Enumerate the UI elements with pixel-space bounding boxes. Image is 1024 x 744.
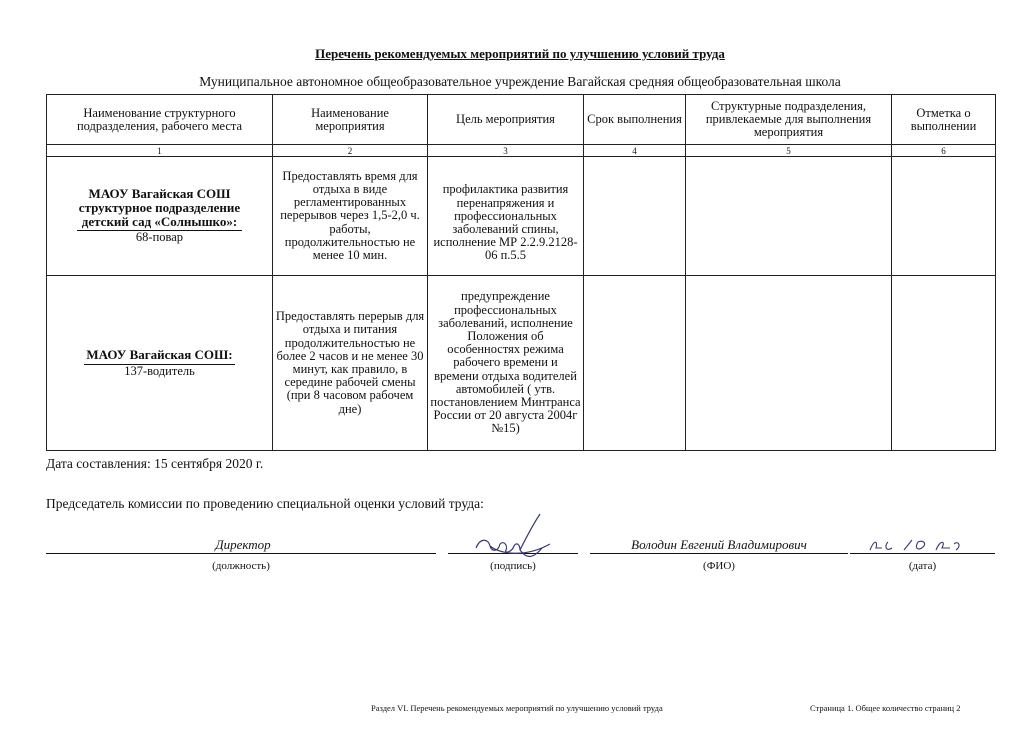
table-header-row (47, 95, 996, 145)
date-caption: (дата) (908, 560, 937, 572)
mark-cell (892, 157, 996, 276)
column-number: 1 (47, 145, 273, 157)
organization-name: Муниципальное автономное общеобразовательное учреждение Вагайская средняя общеобразовательная школа (199, 74, 841, 89)
measure-cell: Предоставлять время для отдыха в виде регламентированных перерывов через 1,5-2,0 ч. работы, продолжительностью не менее 10 мин. (273, 157, 428, 276)
handwritten-date (866, 536, 966, 556)
table-row (47, 276, 996, 451)
workplace-name: 68-повар (135, 230, 184, 245)
table-row (47, 157, 996, 276)
footer-page: Страница 1. Общее количество страниц 2 (810, 703, 961, 713)
column-number: 5 (686, 145, 892, 157)
departments-cell (686, 276, 892, 451)
header-unit: Наименование структурного подразделения, рабочего места (47, 95, 273, 145)
name-caption: (ФИО) (703, 560, 735, 572)
column-number: 3 (428, 145, 584, 157)
compilation-date: Дата составления: 15 сентября 2020 г. (46, 456, 264, 471)
header-mark: Отметка о выполнении (892, 95, 996, 145)
footer-section: Раздел VI. Перечень рекомендуемых мероприятий по улучшению условий труда (371, 703, 663, 713)
measure-cell: Предоставлять перерыв для отдыха и питания продолжительностью не более 2 часов и не менее 30 минут, как правило, в середине рабочей смены (при 8 часовом рабочем дне) (273, 276, 428, 451)
unit-cell (47, 276, 273, 451)
header-measure: Наименование мероприятия (273, 95, 428, 145)
handwritten-signature (470, 508, 560, 568)
unit-line: МАОУ Вагайская СОШ (88, 186, 231, 202)
deadline-cell (584, 157, 686, 276)
header-goal: Цель мероприятия (428, 95, 584, 145)
position-field (46, 537, 436, 554)
goal-cell: предупреждение профессиональных заболеваний, исполнение Положения об особенностях режима рабочего времени и времени отдыха водителей автомобилей ( утв. постановлением Минтранса России от 20 августа 2004г №15) (428, 276, 584, 451)
chairman-label: Председатель комиссии по проведению специальной оценки условий труда: (46, 496, 484, 511)
column-number: 4 (584, 145, 686, 157)
unit-line: структурное подразделение (78, 200, 241, 216)
full-name-field (590, 537, 848, 554)
goal-cell: профилактика развития перенапряжения и профессиональных заболеваний спины, исполнение МР 2.2.9.2128-06 п.5.5 (428, 157, 584, 276)
position-value: Директор (215, 537, 271, 552)
departments-cell (686, 157, 892, 276)
unit-cell (47, 157, 273, 276)
measures-table (46, 94, 996, 451)
unit-name (77, 187, 242, 231)
mark-cell (892, 276, 996, 451)
unit-line: детский сад «Солнышко»: (81, 214, 238, 230)
full-name-value: Володин Евгений Владимирович (631, 537, 807, 552)
unit-line: МАОУ Вагайская СОШ: (86, 347, 233, 363)
document-title: Перечень рекомендуемых мероприятий по улучшению условий труда (315, 46, 725, 61)
column-numbers-row (47, 145, 996, 157)
column-number: 6 (892, 145, 996, 157)
column-number: 2 (273, 145, 428, 157)
workplace-name: 137-водитель (124, 363, 195, 378)
position-caption: (должность) (212, 560, 270, 572)
unit-name (84, 348, 234, 364)
header-departments: Структурные подразделения, привлекаемые для выполнения мероприятия (686, 95, 892, 145)
signature-caption: (подпись) (490, 560, 536, 572)
deadline-cell (584, 276, 686, 451)
header-deadline: Срок выполнения (584, 95, 686, 145)
